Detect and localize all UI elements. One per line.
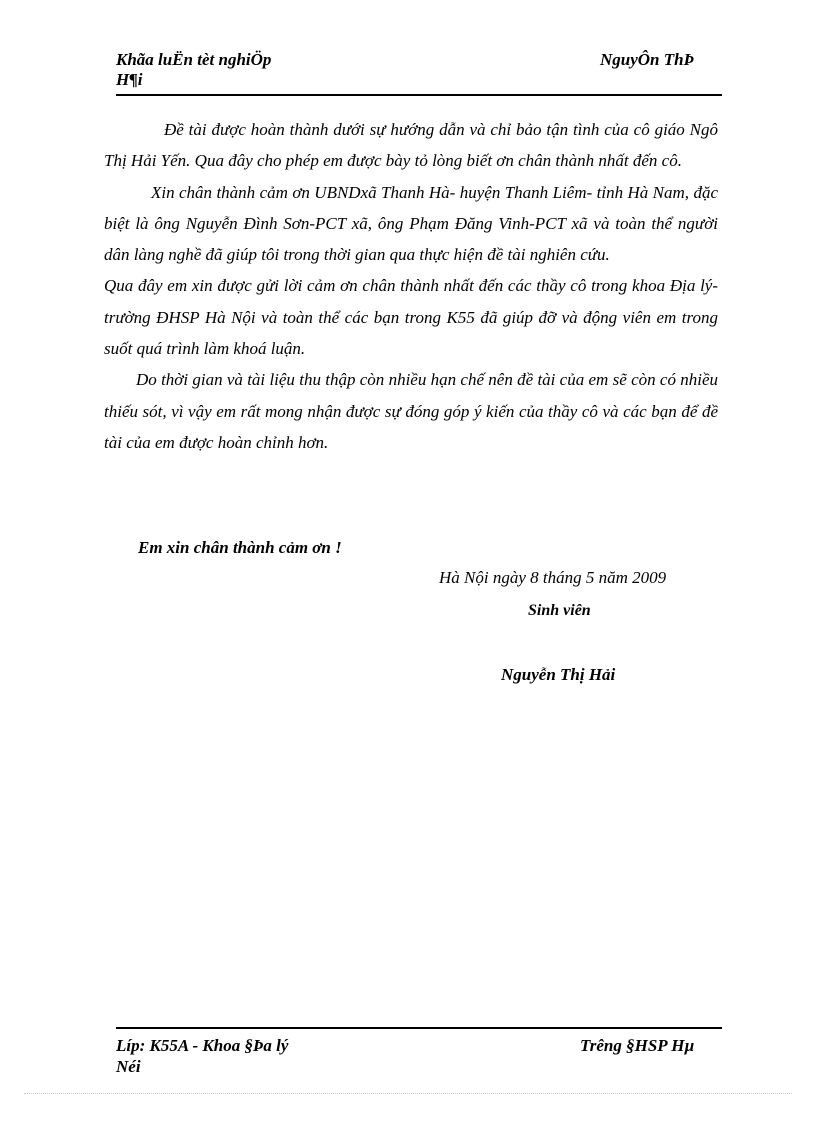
paragraph-4: Do thời gian và tài liệu thu thập còn nhiều hạn chế nên đề tài của em sẽ còn có nhiều thiếu sót, vì vậy em rất mong nhận được sự đóng góp ý kiến của thầy cô và các bạn để đề tài của em được hoàn chỉnh hơn.: [104, 370, 718, 452]
signer-role: Sinh viên: [528, 602, 591, 619]
header-title-line1: Khãa luËn tèt nghiÖp: [116, 50, 272, 69]
date-line: Hà Nội ngày 8 tháng 5 năm 2009: [439, 568, 667, 587]
signer-name: Nguyễn Thị Hải: [501, 665, 616, 684]
paragraph-1: Đề tài được hoàn thành dưới sự hướng dẫn và chỉ bảo tận tình của cô giáo Ngô Thị Hải Yến. Qua đây cho phép em được bày tỏ lòng biết ơn chân thành nhất đến cô.: [104, 120, 718, 171]
footer-class: [116, 1035, 288, 1077]
footer-school: Trêng §HSP Hµ: [580, 1036, 695, 1055]
closing-thanks: Em xin chân thành cảm ơn !: [138, 538, 342, 557]
page-edge-divider: [24, 1093, 792, 1094]
page-header: [116, 48, 722, 96]
header-title: [116, 50, 271, 90]
page-footer: [116, 1027, 722, 1077]
paragraph-2: Xin chân thành cảm ơn UBNDxã Thanh Hà- huyện Thanh Liêm- tỉnh Hà Nam, đặc biệt là ông Nguyễn Đình Sơn-PCT xã, ông Phạm Đăng Vinh-PCT xã và toàn thể người dân làng nghề đã giúp tôi trong thời gian qua thực hiện đề tài nghiên cứu.: [104, 182, 718, 265]
document-body: [104, 114, 718, 458]
header-title-line2: H¶i: [116, 70, 143, 89]
footer-class-line2: Néi: [116, 1057, 141, 1076]
header-author: NguyÔn ThÞ: [600, 50, 694, 69]
paragraph-3: Qua đây em xin được gửi lời cảm ơn chân thành nhất đến các thầy cô trong khoa Địa lý-trường ĐHSP Hà Nội và toàn thể các bạn trong K55 đã giúp đỡ và động viên em trong suốt quá trình làm khoá luận.: [104, 276, 718, 359]
footer-class-line1: Líp: K55A - Khoa §Þa lý: [116, 1036, 289, 1055]
